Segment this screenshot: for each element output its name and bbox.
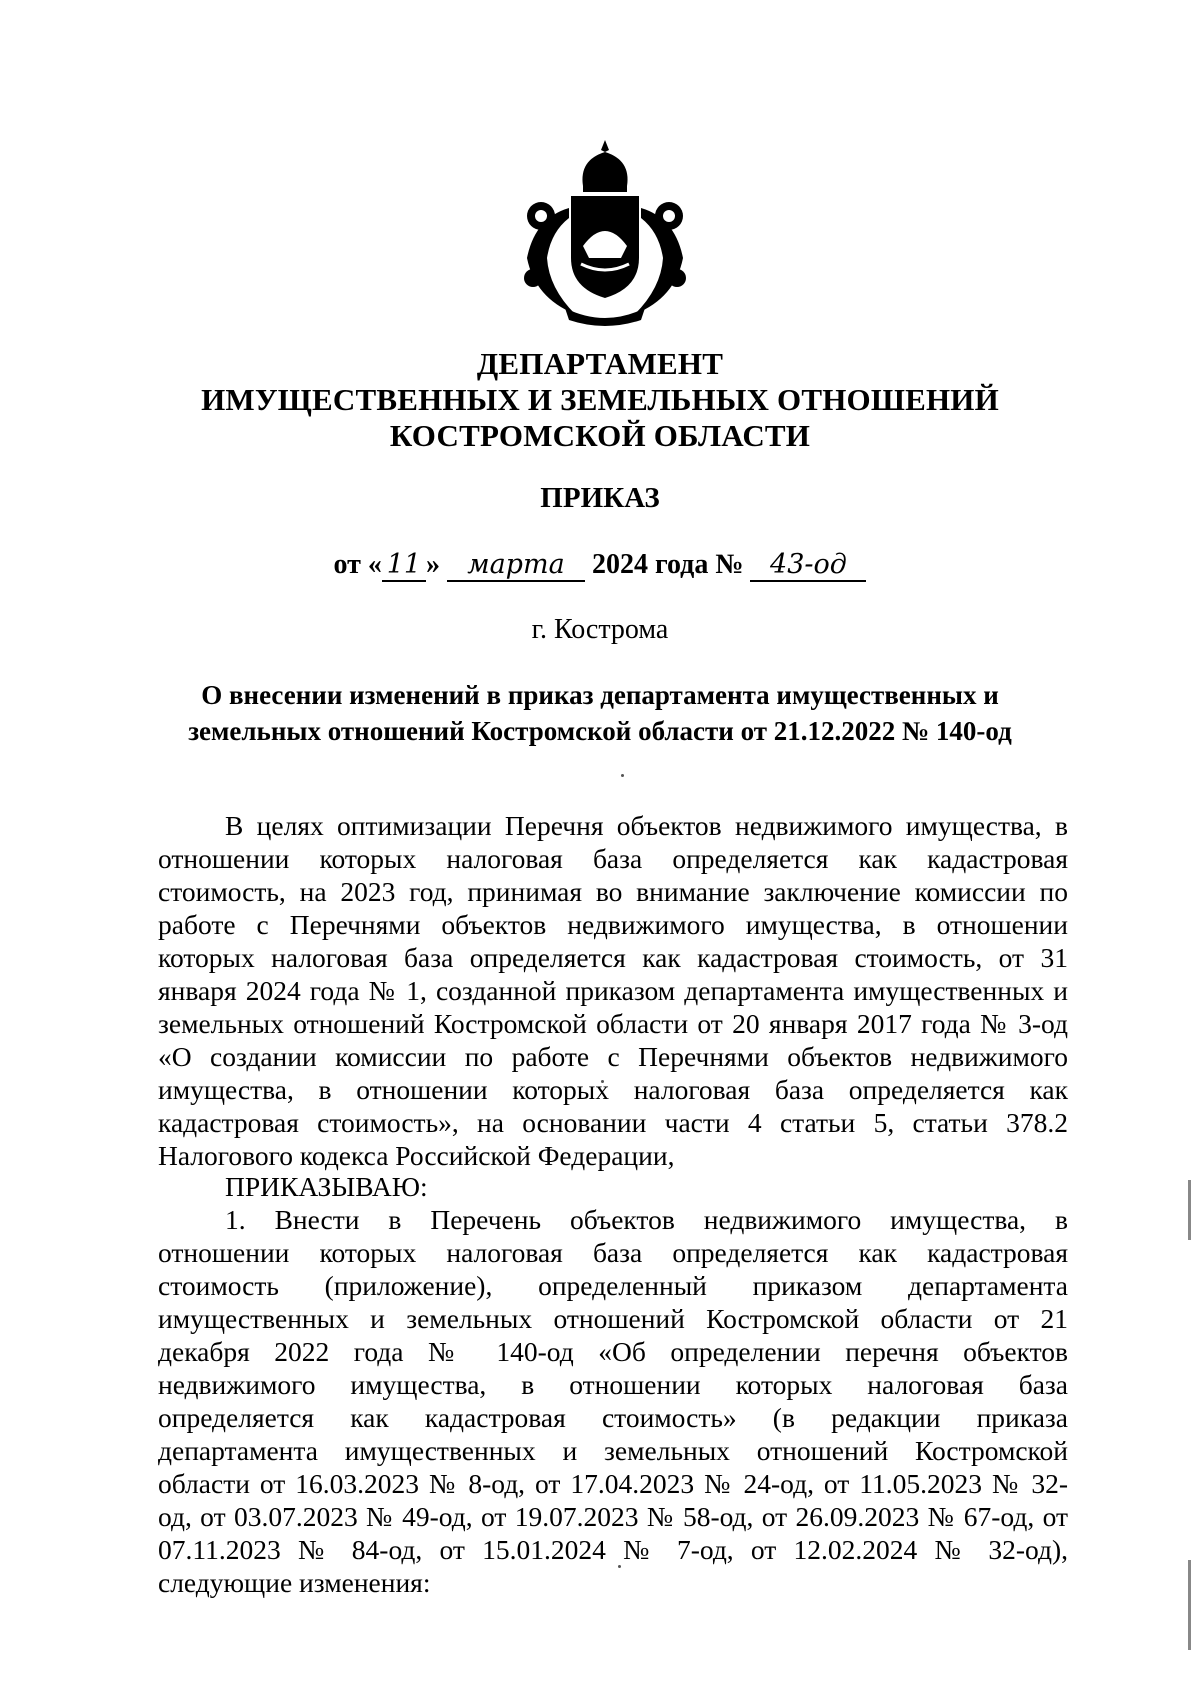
body-line: Налогового кодекса Российской Федерации, <box>158 1140 675 1171</box>
body-line: 1. Внести в Перечень объектов недвижимого имущества, в <box>225 1204 1068 1235</box>
handwritten-day: 11 <box>382 550 426 582</box>
body-line: кадастровая стоимость», на основании части 4 статьи 5, статьи 378.2 <box>158 1107 1068 1138</box>
body-line: В целях оптимизации Перечня объектов недвижимого имущества, в <box>225 810 1068 841</box>
body-line: од, от 03.07.2023 № 49-од, от 19.07.2023 № 58-од, от 26.09.2023 № 67-од, от <box>158 1501 1068 1532</box>
body-line: недвижимого имущества, в отношении которых налоговая база <box>158 1369 1068 1400</box>
handwritten-month: марта <box>447 550 585 582</box>
body-line: области от 16.03.2023 № 8-од, от 17.04.2023 № 24-од, от 11.05.2023 № 32- <box>158 1468 1068 1499</box>
body-line: департамента имущественных и земельных отношений Костромской <box>158 1435 1068 1466</box>
subject-line-2: земельных отношений Костромской области от 21.12.2022 № 140-од <box>188 716 1012 746</box>
date-mid: » <box>425 549 440 580</box>
body-line: стоимость, на 2023 год, принимая во внимание заключение комиссии по <box>158 876 1068 907</box>
scan-speck <box>621 774 624 777</box>
subject-line-1: О внесении изменений в приказ департамента имущественных и <box>201 680 999 710</box>
body-line: имущественных и земельных отношений Костромской области от 21 <box>158 1303 1068 1334</box>
body-line: определяется как кадастровая стоимость» (в редакции приказа <box>158 1402 1068 1433</box>
body-line: которых налоговая база определяется как кадастровая стоимость, от 31 <box>158 942 1068 973</box>
body-line: января 2024 года № 1, созданной приказом департамента имущественных и <box>158 975 1068 1006</box>
body-line: работе с Перечнями объектов недвижимого имущества, в отношении <box>158 909 1068 940</box>
body-line: имущества, в отношении которых налоговая база определяется как <box>158 1074 1068 1105</box>
body-line: стоимость (приложение), определенный приказом департамента <box>158 1270 1068 1301</box>
body-line: следующие изменения: <box>158 1567 431 1598</box>
body-line: отношении которых налоговая база определяется как кадастровая <box>158 843 1068 874</box>
date-prefix: от « <box>333 549 382 580</box>
order-word: ПРИКАЗЫВАЮ: <box>225 1171 428 1202</box>
coat-of-arms-icon <box>505 138 705 328</box>
body-line: «О создании комиссии по работе с Перечнями объектов недвижимого <box>158 1041 1068 1072</box>
document-title: ПРИКАЗ <box>540 482 660 514</box>
scan-edge-mark <box>1188 1560 1191 1650</box>
body-line: декабря 2022 года № 140-од «Об определении перечня объектов <box>158 1336 1068 1367</box>
body-line: 07.11.2023 № 84-од, от 15.01.2024 № 7-од, от 12.02.2024 № 32-од), <box>158 1534 1068 1565</box>
body-line: земельных отношений Костромской области от 20 января 2017 года № 3-од <box>158 1008 1068 1039</box>
department-name-line-2: ИМУЩЕСТВЕННЫХ И ЗЕМЕЛЬНЫХ ОТНОШЕНИЙ <box>201 382 999 417</box>
city: г. Кострома <box>531 614 669 645</box>
department-name-line-1: ДЕПАРТАМЕНТ <box>476 346 724 381</box>
handwritten-number: 43-од <box>750 550 866 582</box>
scan-edge-mark <box>1188 1180 1191 1240</box>
date-number-line <box>0 549 1200 582</box>
body-line: отношении которых налоговая база определяется как кадастровая <box>158 1237 1068 1268</box>
date-year-text: 2024 года № <box>591 549 744 580</box>
department-name-line-3: КОСТРОМСКОЙ ОБЛАСТИ <box>389 418 811 453</box>
